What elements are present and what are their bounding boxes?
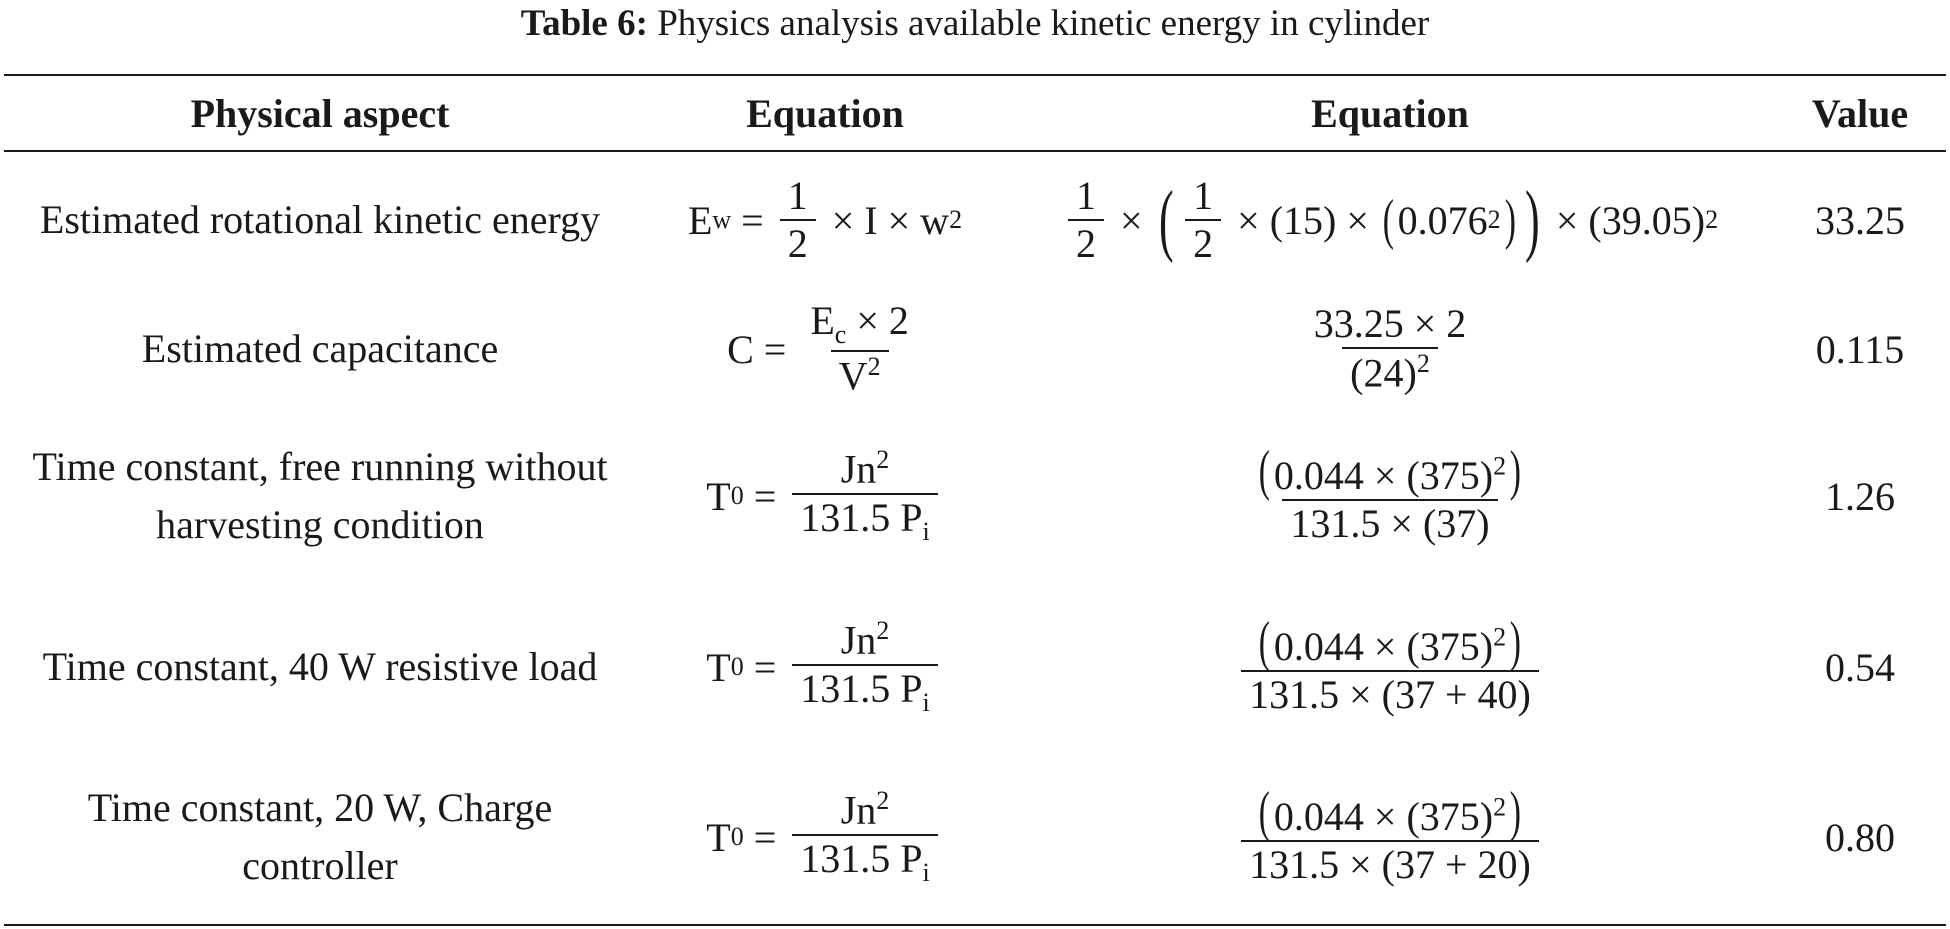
- table-row-2-aspect: Estimated capacitance: [141, 326, 499, 371]
- table-row-4-equation: T 0 = $\frac{Jn^2}{131.5 P_i}$: [640, 582, 1010, 752]
- table-row-4-calculation: $\frac{(0.044 \times (375)^2)}{131.5 \times (37 + 40)}$: [1010, 582, 1770, 752]
- table-row-3-calculation: $\frac{(0.044 \times (375)^2)}{131.5 \times (37)}$: [1258, 439, 1522, 546]
- table-row-3-aspect: Time constant, free running without harvesting condition: [32, 444, 608, 547]
- table-row-1-value: 33.25: [1815, 197, 1905, 243]
- table-row-1-aspect: Estimated rotational kinetic energy: [39, 197, 601, 242]
- table-row-3-equation: T 0 = $\frac{Jn^2}{131.5 P_i}$: [640, 410, 1010, 582]
- header-value: Value: [1811, 91, 1909, 136]
- header-calculation: Equation: [1311, 91, 1469, 136]
- caption-label: Table 6:: [520, 3, 648, 44]
- table-row-5-equation: T 0 = $\frac{Jn^2}{131.5 P_i}$: [640, 752, 1010, 922]
- table-row-1-equation: E w = $\frac{1}{2}$ × I × w 2: [687, 173, 963, 266]
- table-row-4-value: 0.54: [1825, 644, 1895, 690]
- header-equation: Equation: [746, 91, 904, 136]
- table-row-2-calculation: $\frac{33.25 \times 2}{(24)^2}$: [1313, 301, 1467, 396]
- table-top-rule: [4, 74, 1946, 76]
- table-row-2-value: 0.115: [1815, 326, 1905, 372]
- table-row-3-value: 1.26: [1825, 473, 1895, 519]
- table-row-5-aspect: Time constant, 20 W, Charge controller: [87, 785, 553, 888]
- table-bottom-rule: [4, 924, 1946, 926]
- table-row-5-calculation: $\frac{(0.044 \times (375)^2)}{131.5 \times (37 + 20)}$: [1010, 752, 1770, 922]
- table-caption: [0, 2, 1950, 46]
- caption-text: Physics analysis available kinetic energy in cylinder: [657, 3, 1430, 44]
- table-row-5-value: 0.80: [1825, 814, 1895, 860]
- table-row-2-equation: C = $\frac{E_c \times 2}{V^2}$: [727, 298, 909, 399]
- header-physical-aspect: Physical aspect: [190, 91, 450, 136]
- table-row-4-aspect: Time constant, 40 W resistive load: [42, 644, 598, 689]
- table-row-1-calculation: $\frac{1}{2}$ × ( $\frac{1}{2}$ × (15) × ( 0.076 2 ) ) × (39.05) 2: [1010, 152, 1770, 288]
